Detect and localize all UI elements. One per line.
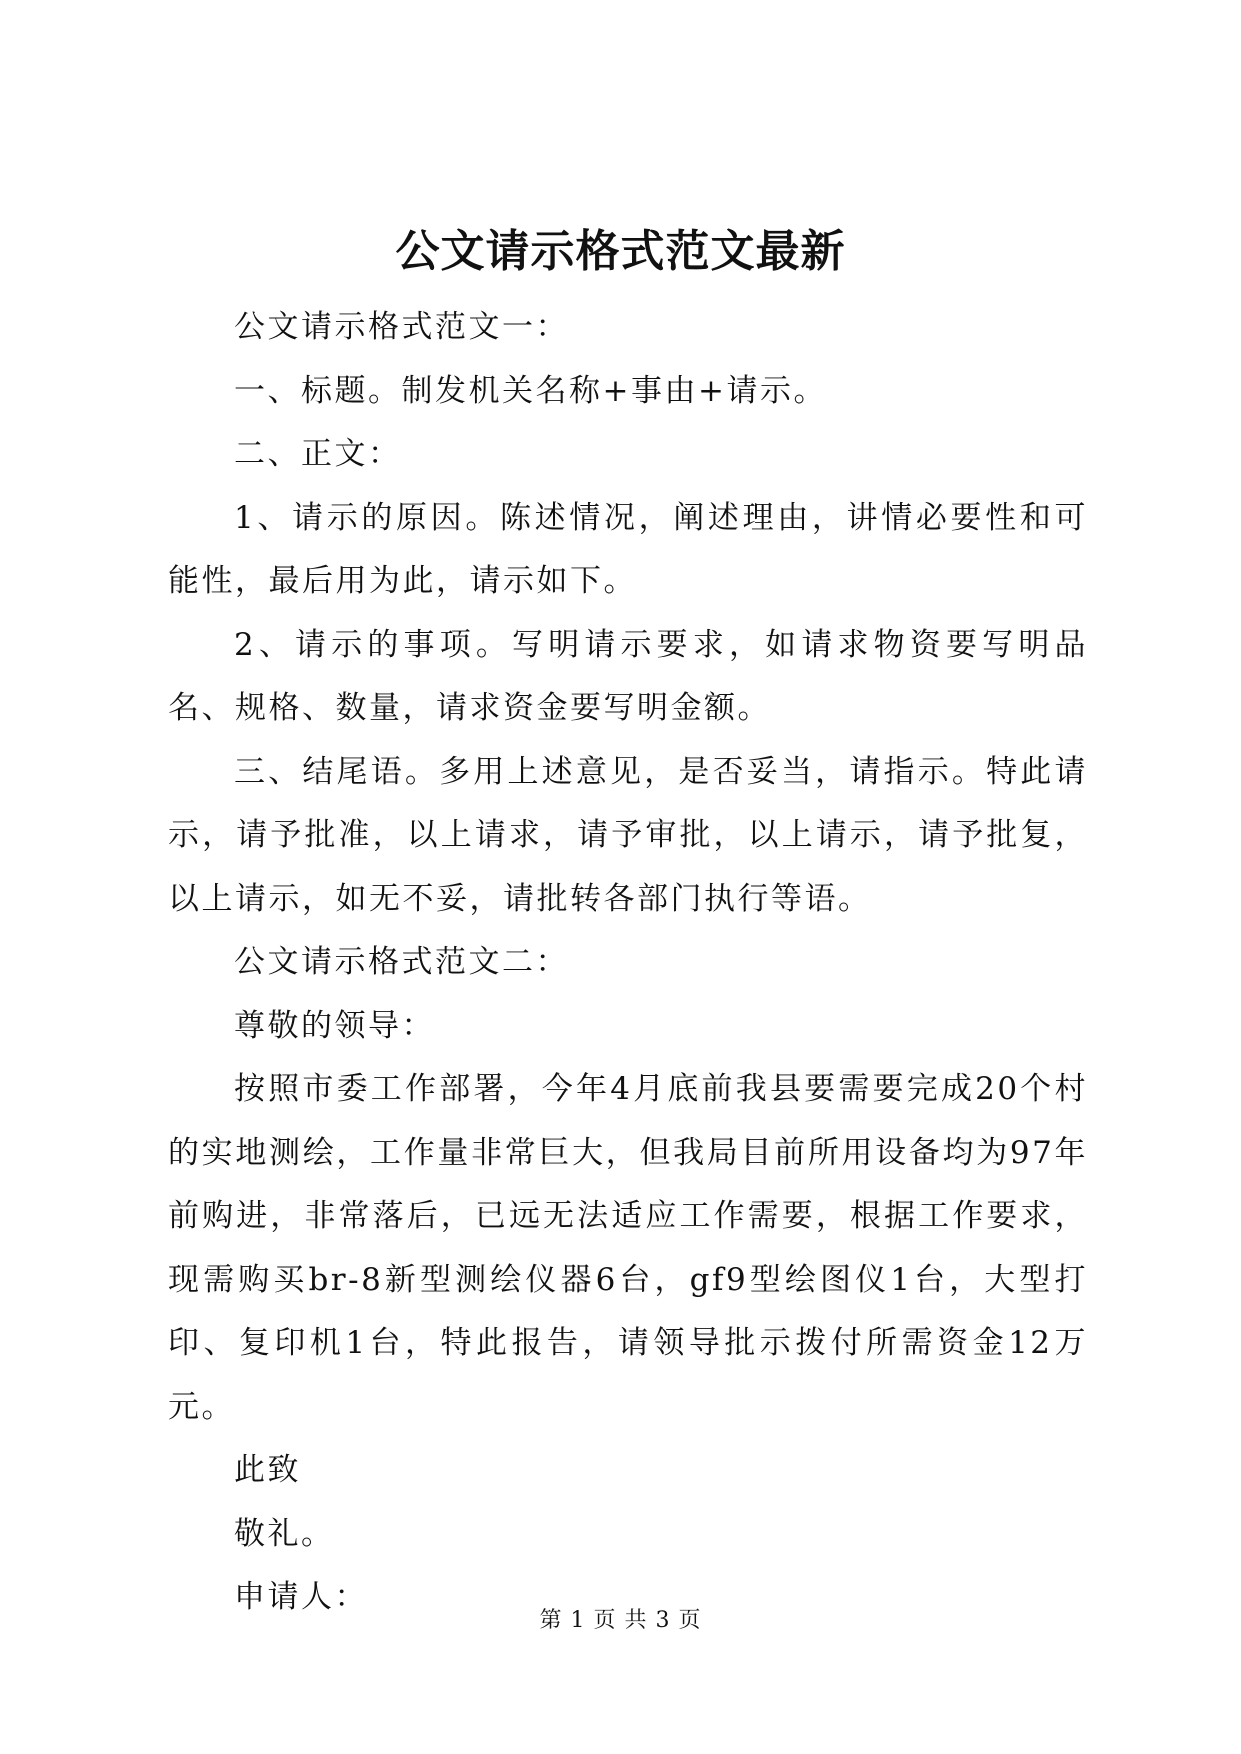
paragraph-request-items: 2、请示的事项。写明请示要求，如请求物资要写明品名、规格、数量，请求资金要写明金额。 xyxy=(168,626,1088,726)
paragraph-sample-one-heading: 公文请示格式范文一： xyxy=(234,309,569,345)
document-title: 公文请示格式范文最新 xyxy=(395,226,846,277)
document-body xyxy=(168,296,1088,1630)
paragraph-closing-phrases: 三、结尾语。多用上述意见，是否妥当，请指示。特此请示，请予批准，以上请求，请予审批，以上请示，请予批复，以上请示，如无不妥，请批转各部门执行等语。 xyxy=(168,753,1088,917)
paragraph-sample-two-heading: 公文请示格式范文二： xyxy=(234,944,569,980)
paragraph-request-content: 按照市委工作部署，今年4月底前我县要需要完成20个村的实地测绘，工作量非常巨大，但我局目前所用设备均为97年前购进，非常落后，已远无法适应工作需要，根据工作要求，现需购买br-8新型测绘仪器6台，gf9型绘图仪1台，大型打印、复印机1台，特此报告，请领导批示拨付所需资金12万元。 xyxy=(168,1071,1088,1425)
paragraph-body-section: 二、正文： xyxy=(234,436,402,472)
paragraph-salutation: 尊敬的领导： xyxy=(234,1007,435,1044)
page-number-footer: 第 1 页 共 3 页 xyxy=(539,1608,702,1633)
paragraph-title-section: 一、标题。制发机关名称+事由+请示。 xyxy=(234,372,827,409)
paragraph-request-reason: 1、请示的原因。陈述情况，阐述理由，讲情必要性和可能性，最后用为此，请示如下。 xyxy=(168,499,1088,599)
paragraph-closing-ci-zhi: 此致 xyxy=(234,1452,301,1488)
paragraph-applicant: 申请人： xyxy=(234,1579,368,1615)
paragraph-closing-jing-li: 敬礼。 xyxy=(234,1515,335,1552)
